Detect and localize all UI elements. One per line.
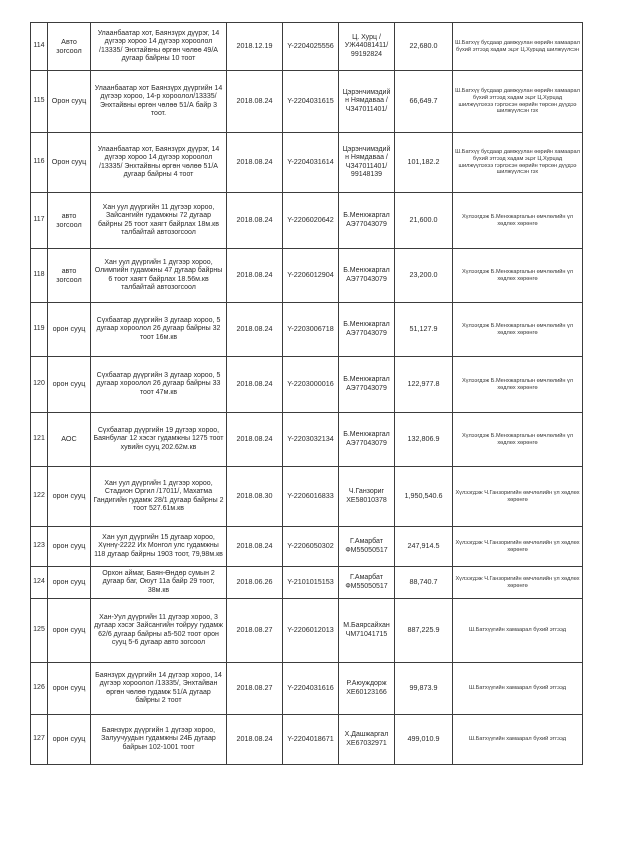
registration-date: 2018.08.27 bbox=[227, 599, 283, 663]
note: Хүлээгдэж Ч.Ганзоригийн өмчлөлийн үл хөдлөх хөрөнгө bbox=[453, 527, 583, 567]
note: Хүлээгдэж Б.Менхжаргалын өмчлөлийн үл хөдлөх хөрөнгө bbox=[453, 303, 583, 357]
registration-number: Y-2204025556 bbox=[283, 23, 339, 71]
registration-date: 2018.08.30 bbox=[227, 467, 283, 527]
property-type: Орон сууц bbox=[48, 71, 91, 133]
note: Хүлээгдэж Б.Менхжаргалын өмчлөлийн үл хөдлөх хөрөнгө bbox=[453, 249, 583, 303]
registration-number: Y-2204031615 bbox=[283, 71, 339, 133]
table-row bbox=[31, 133, 583, 193]
note: Ш.Батхүү бусдаар дамжуулан өөрийн хамаарал бүхий этгээд хадам эцэг Ц.Хурцад шилжүүлэхээ гэрлэсэн өөрийн төрсөн дүүдээ шилжүүлсэн гэх bbox=[453, 71, 583, 133]
amount: 887,225.9 bbox=[395, 599, 453, 663]
amount: 101,182.2 bbox=[395, 133, 453, 193]
property-address: Улаанбаатар хот, Баянзүрх дүүрэг, 14 дүгээр хороо 14 дүгээр хороолол /13335/ Энхтайвны өргөн чөлөө 49/А дугаар байрны 10 тоот bbox=[91, 23, 227, 71]
registration-date: 2018.08.24 bbox=[227, 303, 283, 357]
note: Хүлээгдэж Б.Менхжаргалын өмчлөлийн үл хөдлөх хөрөнгө bbox=[453, 357, 583, 413]
property-address: Сүхбаатар дүүргийн 3 дугаар хороо, 5 дугаар хороолол 26 дугаар байрны 32 тоот 16м.кв bbox=[91, 303, 227, 357]
property-type: орон сууц bbox=[48, 567, 91, 599]
amount: 247,914.5 bbox=[395, 527, 453, 567]
amount: 499,010.9 bbox=[395, 715, 453, 765]
row-number: 122 bbox=[31, 467, 48, 527]
row-number: 116 bbox=[31, 133, 48, 193]
table-row bbox=[31, 71, 583, 133]
property-address: Сүхбаатар дүүргийн 3 дугаар хороо, 5 дугаар хороолол 26 дугаар байрны 33 тоот 47м.кв bbox=[91, 357, 227, 413]
registration-number: Y-2204031614 bbox=[283, 133, 339, 193]
property-address: Хан уул дүүргийн 1 дүгээр хороо, Олимпийн гудамжны 47 дугаар байрны 6 тоот хаягт байрлах 18.56м.кв талбайтай автозогсоол bbox=[91, 249, 227, 303]
property-type: орон сууц bbox=[48, 467, 91, 527]
note: Ш.Батхүүгийн хамаарал бүхий этгээд bbox=[453, 599, 583, 663]
owner: Б.Менхжаргал АЭ77043079 bbox=[339, 193, 395, 249]
table-row bbox=[31, 599, 583, 663]
property-address: Улаанбаатар хот, Баянзүрх дүүрэг, 14 дүгээр хороо 14 дүгээр хороолол /13335/ Энхтайвны өргөн чөлөө 51/А дугаар байрны 4 тоот bbox=[91, 133, 227, 193]
property-address: Орхон аймаг, Баян-Өндөр сумын 2 дугаар баг, Оюут 11а байр 29 тоот, 38м.кв bbox=[91, 567, 227, 599]
note: Ш.Батхүү бусдаар дамжуулан өөрийн хамаарал бүхий этгээд хадам эцэг Ц.Хурцад шилжүүлэхээ гэрлэсэн өөрийн төрсөн дүүдээ шилжүүлсэн гэх bbox=[453, 133, 583, 193]
property-address: Сүхбаатар дүүргийн 19 дүгээр хороо, Баянбулаг 12 хэсэг гудамжны 1275 тоот хувийн сууц 202.62м.кв bbox=[91, 413, 227, 467]
property-type: орон сууц bbox=[48, 663, 91, 715]
registration-number: Y-2206012013 bbox=[283, 599, 339, 663]
registration-date: 2018.08.24 bbox=[227, 133, 283, 193]
note: Ш.Батхүүгийн хамаарал бүхий этгээд bbox=[453, 715, 583, 765]
row-number: 117 bbox=[31, 193, 48, 249]
registration-date: 2018.08.27 bbox=[227, 663, 283, 715]
amount: 22,680.0 bbox=[395, 23, 453, 71]
property-type: орон сууц bbox=[48, 357, 91, 413]
property-address: Баянзүрх дүүргийн 14 дүгээр хороо, 14 дүгээр хороолол /13335/, Энхтайван өргөн чөлөө гудамж 51/А дугаар байрны 2 тоот bbox=[91, 663, 227, 715]
property-type: авто зогсоол bbox=[48, 249, 91, 303]
table-row bbox=[31, 303, 583, 357]
amount: 99,873.9 bbox=[395, 663, 453, 715]
owner: Б.Менхжаргал АЭ77043079 bbox=[339, 249, 395, 303]
table-row bbox=[31, 193, 583, 249]
amount: 132,806.9 bbox=[395, 413, 453, 467]
table-row bbox=[31, 527, 583, 567]
amount: 88,740.7 bbox=[395, 567, 453, 599]
note: Хүлээгдэж Ч.Ганзоригийн өмчлөлийн үл хөдлөх хөрөнгө bbox=[453, 467, 583, 527]
table-row bbox=[31, 357, 583, 413]
row-number: 115 bbox=[31, 71, 48, 133]
owner: Цэрэнчимэдийн Нямдаваа /ЧЗ47011401/ bbox=[339, 71, 395, 133]
property-type: АОС bbox=[48, 413, 91, 467]
owner: Г.Амарбат ФМ55050517 bbox=[339, 527, 395, 567]
row-number: 118 bbox=[31, 249, 48, 303]
amount: 51,127.9 bbox=[395, 303, 453, 357]
registration-number: Y-2203006718 bbox=[283, 303, 339, 357]
registration-number: Y-2203032134 bbox=[283, 413, 339, 467]
registration-date: 2018.06.26 bbox=[227, 567, 283, 599]
amount: 23,200.0 bbox=[395, 249, 453, 303]
table-row bbox=[31, 663, 583, 715]
registration-date: 2018.08.24 bbox=[227, 413, 283, 467]
registration-number: Y-2206016833 bbox=[283, 467, 339, 527]
owner: Б.Менхжаргал АЭ77043079 bbox=[339, 303, 395, 357]
row-number: 121 bbox=[31, 413, 48, 467]
owner: Г.Амарбат ФМ55050517 bbox=[339, 567, 395, 599]
registration-date: 2018.08.24 bbox=[227, 249, 283, 303]
registration-number: Y-2204031616 bbox=[283, 663, 339, 715]
table-body bbox=[31, 23, 583, 765]
note: Ш.Батхүүгийн хамаарал бүхий этгээд bbox=[453, 663, 583, 715]
owner: М.Баярсайхан ЧМ71041715 bbox=[339, 599, 395, 663]
registration-number: Y-2101015153 bbox=[283, 567, 339, 599]
note: Хүлээгдэж Ч.Ганзоригийн өмчлөлийн үл хөдлөх хөрөнгө bbox=[453, 567, 583, 599]
owner: Б.Менхжаргал АЭ77043079 bbox=[339, 357, 395, 413]
owner: Х.Дашжаргал ХЕ67032971 bbox=[339, 715, 395, 765]
property-address: Хан уул дүүргийн 15 дугаар хороо, Хүннү-2222 Их Монгол улс гудамжны 118 дугаар байрны 1903 тоот, 79,98м.кв bbox=[91, 527, 227, 567]
registration-number: Y-2206020642 bbox=[283, 193, 339, 249]
property-address: Баянзүрх дүүргийн 1 дүгээр хороо, Залуучуудын гудамжны 24Б дугаар байрын 102-1001 тоот bbox=[91, 715, 227, 765]
property-type: орон сууц bbox=[48, 715, 91, 765]
amount: 122,977.8 bbox=[395, 357, 453, 413]
registration-number: Y-2206012904 bbox=[283, 249, 339, 303]
property-register-table bbox=[30, 22, 583, 765]
row-number: 125 bbox=[31, 599, 48, 663]
table-row bbox=[31, 467, 583, 527]
table-row bbox=[31, 413, 583, 467]
row-number: 126 bbox=[31, 663, 48, 715]
table-row bbox=[31, 567, 583, 599]
registration-date: 2018.08.24 bbox=[227, 71, 283, 133]
owner: Б.Менхжаргал АЭ77043079 bbox=[339, 413, 395, 467]
owner: Р.Аюуждорж ХЕ60123166 bbox=[339, 663, 395, 715]
owner: Ч.Ганзориг ХЕ58010378 bbox=[339, 467, 395, 527]
property-address: Хан уул дүүргийн 11 дүгээр хороо, Зайсангийн гудамжны 72 дугаар байрны 25 тоот хаягт байрлах 18м.кв талбайтай автозогсоол bbox=[91, 193, 227, 249]
registration-number: Y-2204018671 bbox=[283, 715, 339, 765]
table-row bbox=[31, 715, 583, 765]
row-number: 123 bbox=[31, 527, 48, 567]
property-type: Авто зогсоол bbox=[48, 23, 91, 71]
note: Хүлээгдэж Б.Менхжаргалын өмчлөлийн үл хөдлөх хөрөнгө bbox=[453, 193, 583, 249]
property-type: орон сууц bbox=[48, 527, 91, 567]
property-type: авто зогсоол bbox=[48, 193, 91, 249]
amount: 21,600.0 bbox=[395, 193, 453, 249]
registration-number: Y-2206050302 bbox=[283, 527, 339, 567]
row-number: 124 bbox=[31, 567, 48, 599]
property-address: Хан уул дүүргийн 1 дүгээр хороо, Стадион Оргил /17011/, Махатма Гандигийн гудамж 28/1 дугаар байрны 2 тоот 527.61м.кв bbox=[91, 467, 227, 527]
row-number: 127 bbox=[31, 715, 48, 765]
note: Хүлээгдэж Б.Менхжаргалын өмчлөлийн үл хөдлөх хөрөнгө bbox=[453, 413, 583, 467]
property-type: орон сууц bbox=[48, 599, 91, 663]
row-number: 119 bbox=[31, 303, 48, 357]
property-address: Улаанбаатар хот Баянзүрх дүүргийн 14 дүгээр хороо, 14-р хороолол/13335/ Энхтайвны өргөн чөлөө 51/А байр 3 тоот. bbox=[91, 71, 227, 133]
registration-date: 2018.12.19 bbox=[227, 23, 283, 71]
registration-date: 2018.08.24 bbox=[227, 715, 283, 765]
owner: Цэрэнчимэдийн Нямдаваа /ЧЗ47011401/ 99148139 bbox=[339, 133, 395, 193]
amount: 66,649.7 bbox=[395, 71, 453, 133]
note: Ш.Батхүү бусдаар дамжуулан өөрийн хамаарал бүхий этгээд хадам эцэг Ц.Хурцад шилжүүлсэн bbox=[453, 23, 583, 71]
table-row bbox=[31, 23, 583, 71]
owner: Ц. Хурц /УЖ44081411/ 99192824 bbox=[339, 23, 395, 71]
property-address: Хан-Уул дүүргийн 11 дүгээр хороо, 3 дугаар хэсэг Зайсангийн тойруу гудамж 62/6 дугаар байрны а5-502 тоот орон сууц 5-6 дугаар авто зогсоол bbox=[91, 599, 227, 663]
property-type: орон сууц bbox=[48, 303, 91, 357]
row-number: 120 bbox=[31, 357, 48, 413]
table-row bbox=[31, 249, 583, 303]
property-type: Орон сууц bbox=[48, 133, 91, 193]
row-number: 114 bbox=[31, 23, 48, 71]
registration-date: 2018.08.24 bbox=[227, 357, 283, 413]
registration-number: Y-2203000016 bbox=[283, 357, 339, 413]
amount: 1,950,540.6 bbox=[395, 467, 453, 527]
registration-date: 2018.08.24 bbox=[227, 193, 283, 249]
registration-date: 2018.08.24 bbox=[227, 527, 283, 567]
